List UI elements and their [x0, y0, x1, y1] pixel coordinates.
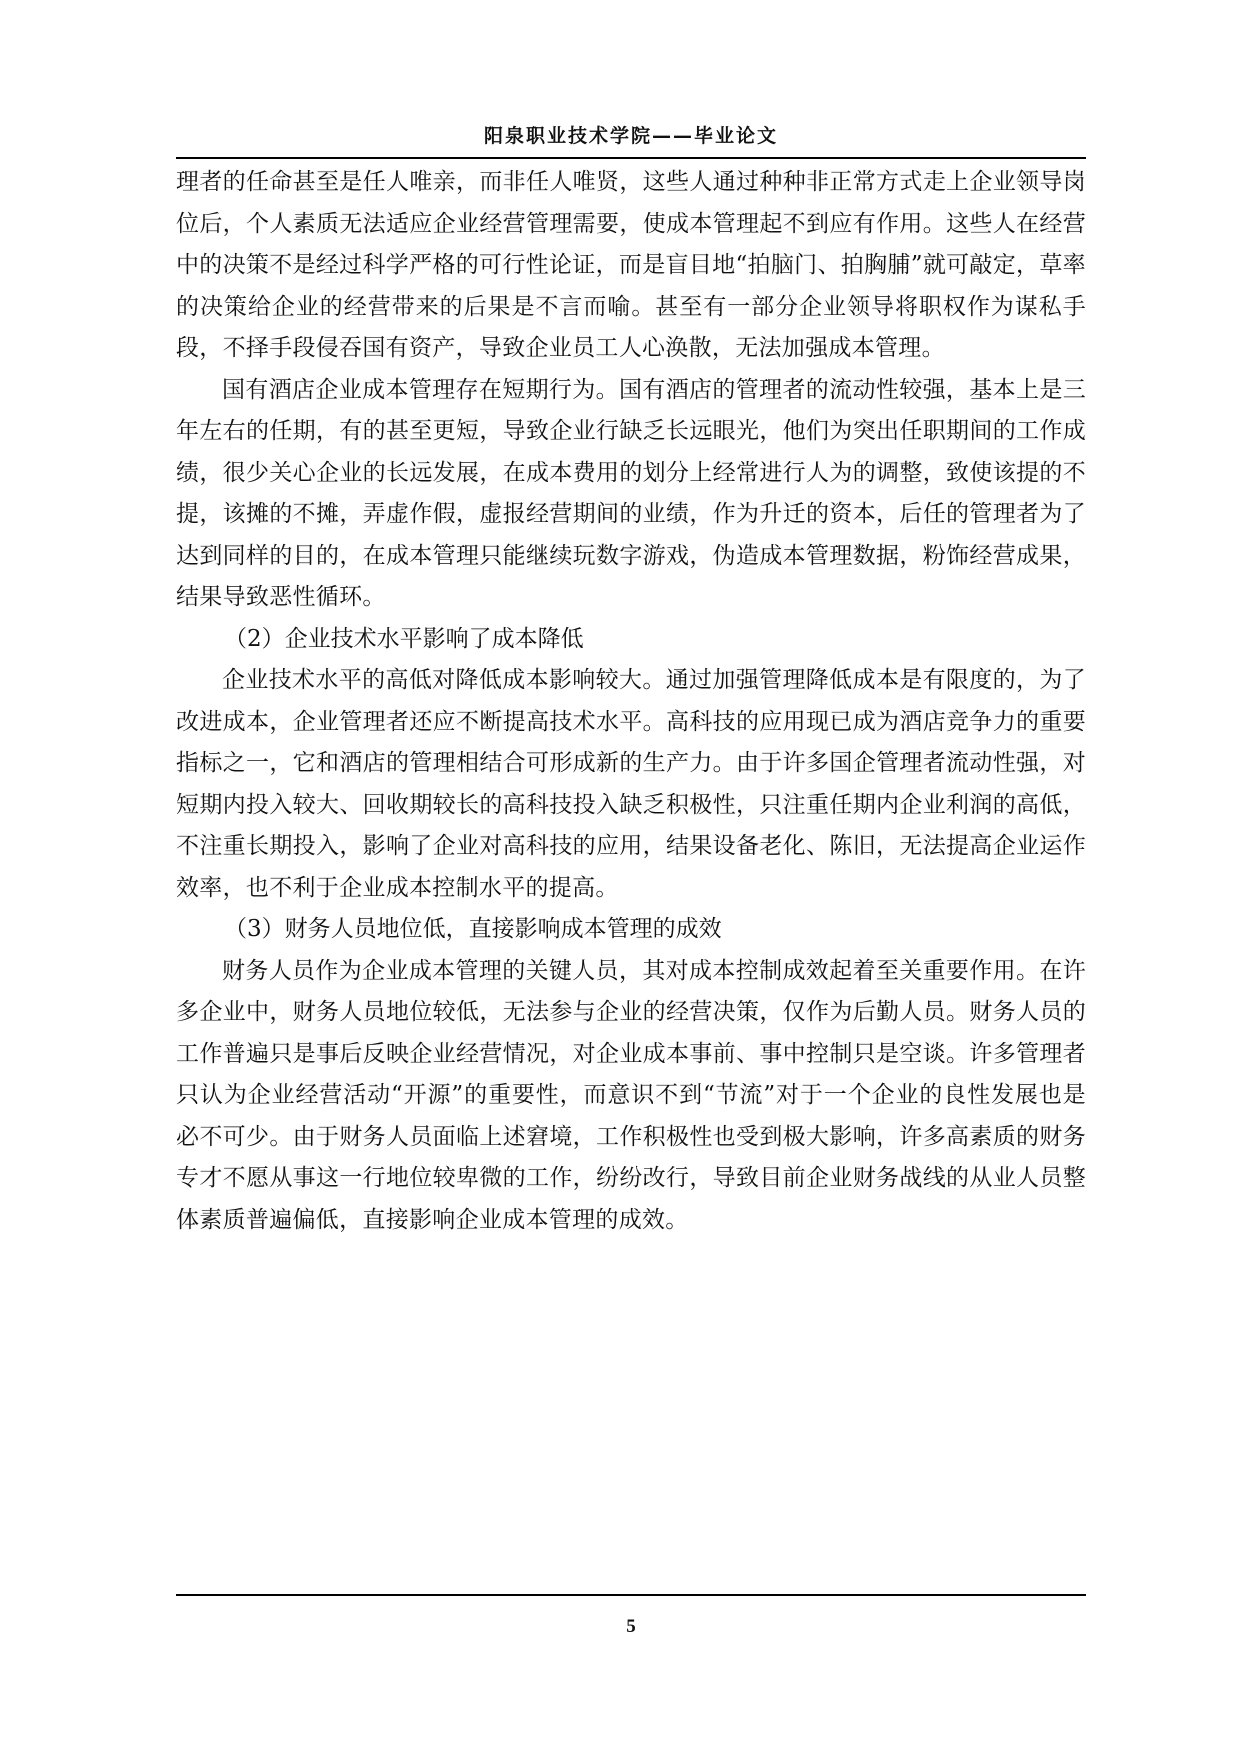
- section-heading-finance-staff: （3）财务人员地位低，直接影响成本管理的成效: [224, 916, 722, 942]
- body-paragraph-finance-staff: 财务人员作为企业成本管理的关键人员，其对成本控制成效起着至关重要作用。在许多企业中，财务人员地位较低，无法参与企业的经营决策，仅作为后勤人员。财务人员的工作普遍只是事后反映企业经营情况，对企业成本事前、事中控制只是空谈。许多管理者只认为企业经营活动“开源”的重要性，而意识不到“节流”对于一个企业的良性发展也是必不可少。由于财务人员面临上述窘境，工作积极性也受到极大影响，许多高素质的财务专才不愿从事这一行地位较卑微的工作，纷纷改行，导致目前企业财务战线的从业人员整体素质普遍偏低，直接影响企业成本管理的成效。: [176, 957, 1086, 1233]
- body-paragraph-continued: 理者的任命甚至是任人唯亲，而非任人唯贤，这些人通过种种非正常方式走上企业领导岗位后，个人素质无法适应企业经营管理需要，使成本管理起不到应有作用。这些人在经营中的决策不是经过科学严格的可行性论证，而是盲目地“拍脑门、拍胸脯”就可敲定，草率的决策给企业的经营带来的后果是不言而喻。甚至有一部分企业领导将职权作为谋私手段，不择手段侵吞国有资产，导致企业员工人心涣散，无法加强成本管理。: [176, 169, 1086, 361]
- page-header-title: 阳泉职业技术学院——毕业论文: [483, 125, 778, 147]
- section-heading-technology-level: （2）企业技术水平影响了成本降低: [224, 625, 584, 652]
- page-number: 5: [626, 1616, 636, 1637]
- body-paragraph-short-term-behavior: 国有酒店企业成本管理存在短期行为。国有酒店的管理者的流动性较强，基本上是三年左右的任期，有的甚至更短，导致企业行缺乏长远眼光，他们为突出任职期间的工作成绩，很少关心企业的长远发展，在成本费用的划分上经常进行人为的调整，致使该提的不提，该摊的不摊，弄虚作假，虚报经营期间的业绩，作为升迁的资本，后任的管理者为了达到同样的目的，在成本管理只能继续玩数字游戏，伪造成本管理数据，粉饰经营成果，结果导致恶性循环。: [176, 376, 1086, 610]
- footer-divider: [176, 1594, 1086, 1596]
- page-body: [176, 162, 1086, 1241]
- body-paragraph-technology-level: 企业技术水平的高低对降低成本影响较大。通过加强管理降低成本是有限度的，为了改进成本，企业管理者还应不断提高技术水平。高科技的应用现已成为酒店竞争力的重要指标之一，它和酒店的管理相结合可形成新的生产力。由于许多国企管理者流动性强，对短期内投入较大、回收期较长的高科技投入缺乏积极性，只注重任期内企业利润的高低，不注重长期投入，影响了企业对高科技的应用，结果设备老化、陈旧，无法提高企业运作效率，也不利于企业成本控制水平的提高。: [176, 667, 1086, 901]
- header-divider: [176, 157, 1086, 159]
